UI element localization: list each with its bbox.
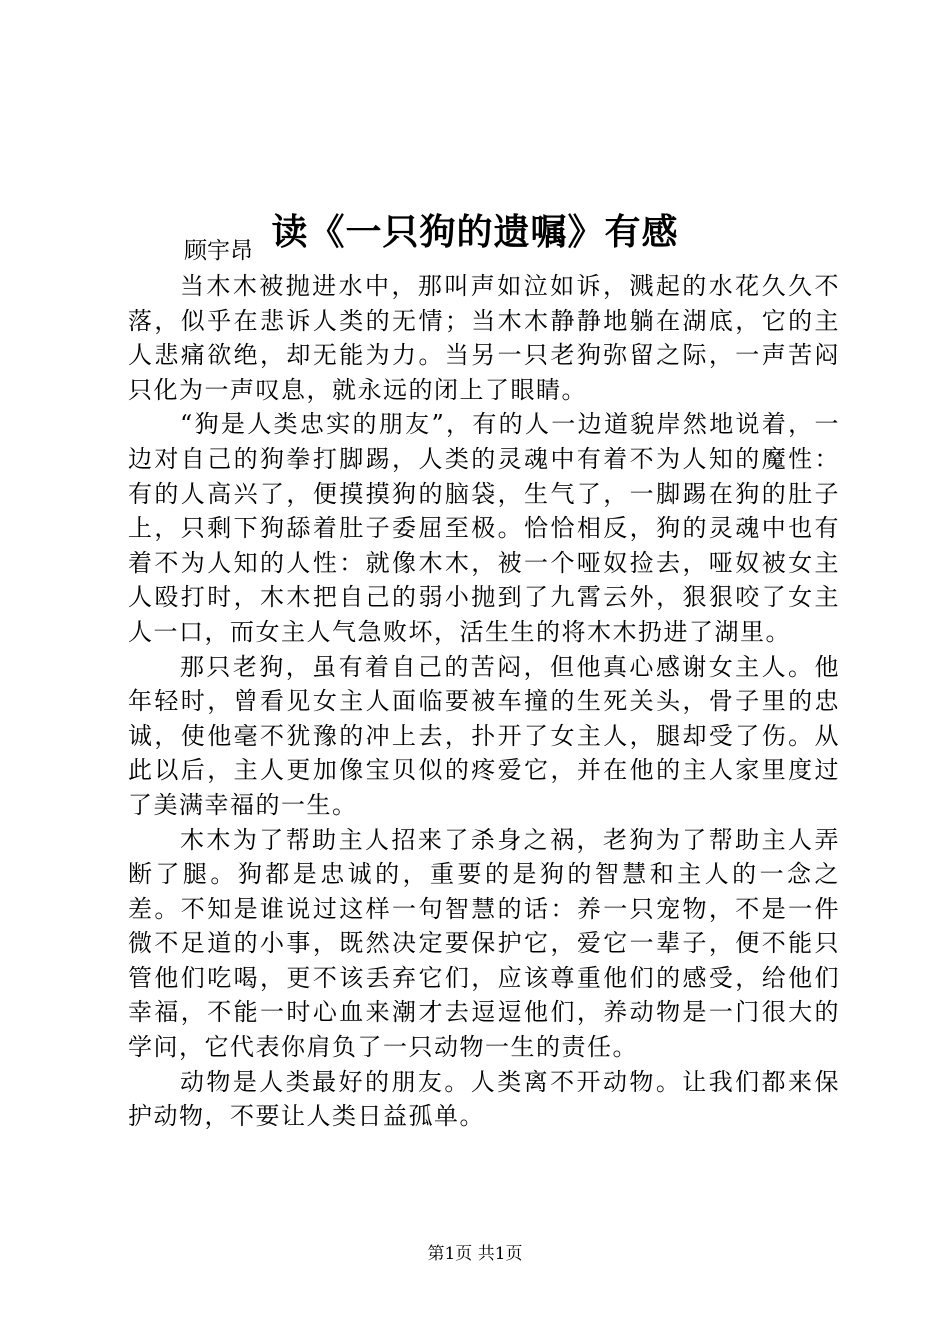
paragraph-3: 那只老狗，虽有着自己的苦闷，但他真心感谢女主人。他年轻时，曾看见女主人面临要被车撞的生死关头，骨子里的忠诚，使他毫不犹豫的冲上去，扑开了女主人，腿却受了伤。从此以后，主人更加像宝贝似的疼爱它，并在他的主人家里度过了美满幸福的一生。 [128,652,840,819]
author-name: 顾宇昂 [184,238,253,264]
paragraph-4: 木木为了帮助主人招来了杀身之祸，老狗为了帮助主人弄断了腿。狗都是忠诚的，重要的是狗的智慧和主人的一念之差。不知是谁说过这样一句智慧的话：养一只宠物，不是一件微不足道的小事，既然决定要保护它，爱它一辈子，便不能只管他们吃喝，更不该丢弃它们，应该尊重他们的感受，给他们幸福，不能一时心血来潮才去逗逗他们，养动物是一门很大的学问，它代表你肩负了一只动物一生的责任。 [128,825,840,1062]
paragraph-1: 当木木被抛进水中，那叫声如泣如诉，溅起的水花久久不落，似乎在悲诉人类的无情；当木木静静地躺在湖底，它的主人悲痛欲绝，却无能为力。当另一只老狗弥留之际，一声苦闷只化为一声叹息，就永远的闭上了眼睛。 [128,272,840,404]
paragraph-5: 动物是人类最好的朋友。人类离不开动物。让我们都来保护动物，不要让人类日益孤单。 [128,1067,840,1131]
document-body [128,234,840,1134]
document-title: 读《一只狗的遗嘱》有感 [271,211,679,254]
page-number-footer: 第1页 共1页 [427,1244,523,1264]
paragraph-2: “狗是人类忠实的朋友”，有的人一边道貌岸然地说着，一边对自己的狗拳打脚踢，人类的灵魂中有着不为人知的魔性：有的人高兴了，便摸摸狗的脑袋，生气了，一脚踢在狗的肚子上，只剩下狗舔着肚子委屈至极。恰恰相反，狗的灵魂中也有着不为人知的人性：就像木木，被一个哑奴捡去，哑奴被女主人殴打时，木木把自己的弱小抛到了九霄云外，狠狠咬了女主人一口，而女主人气急败坏，活生生的将木木扔进了湖里。 [128,410,840,646]
